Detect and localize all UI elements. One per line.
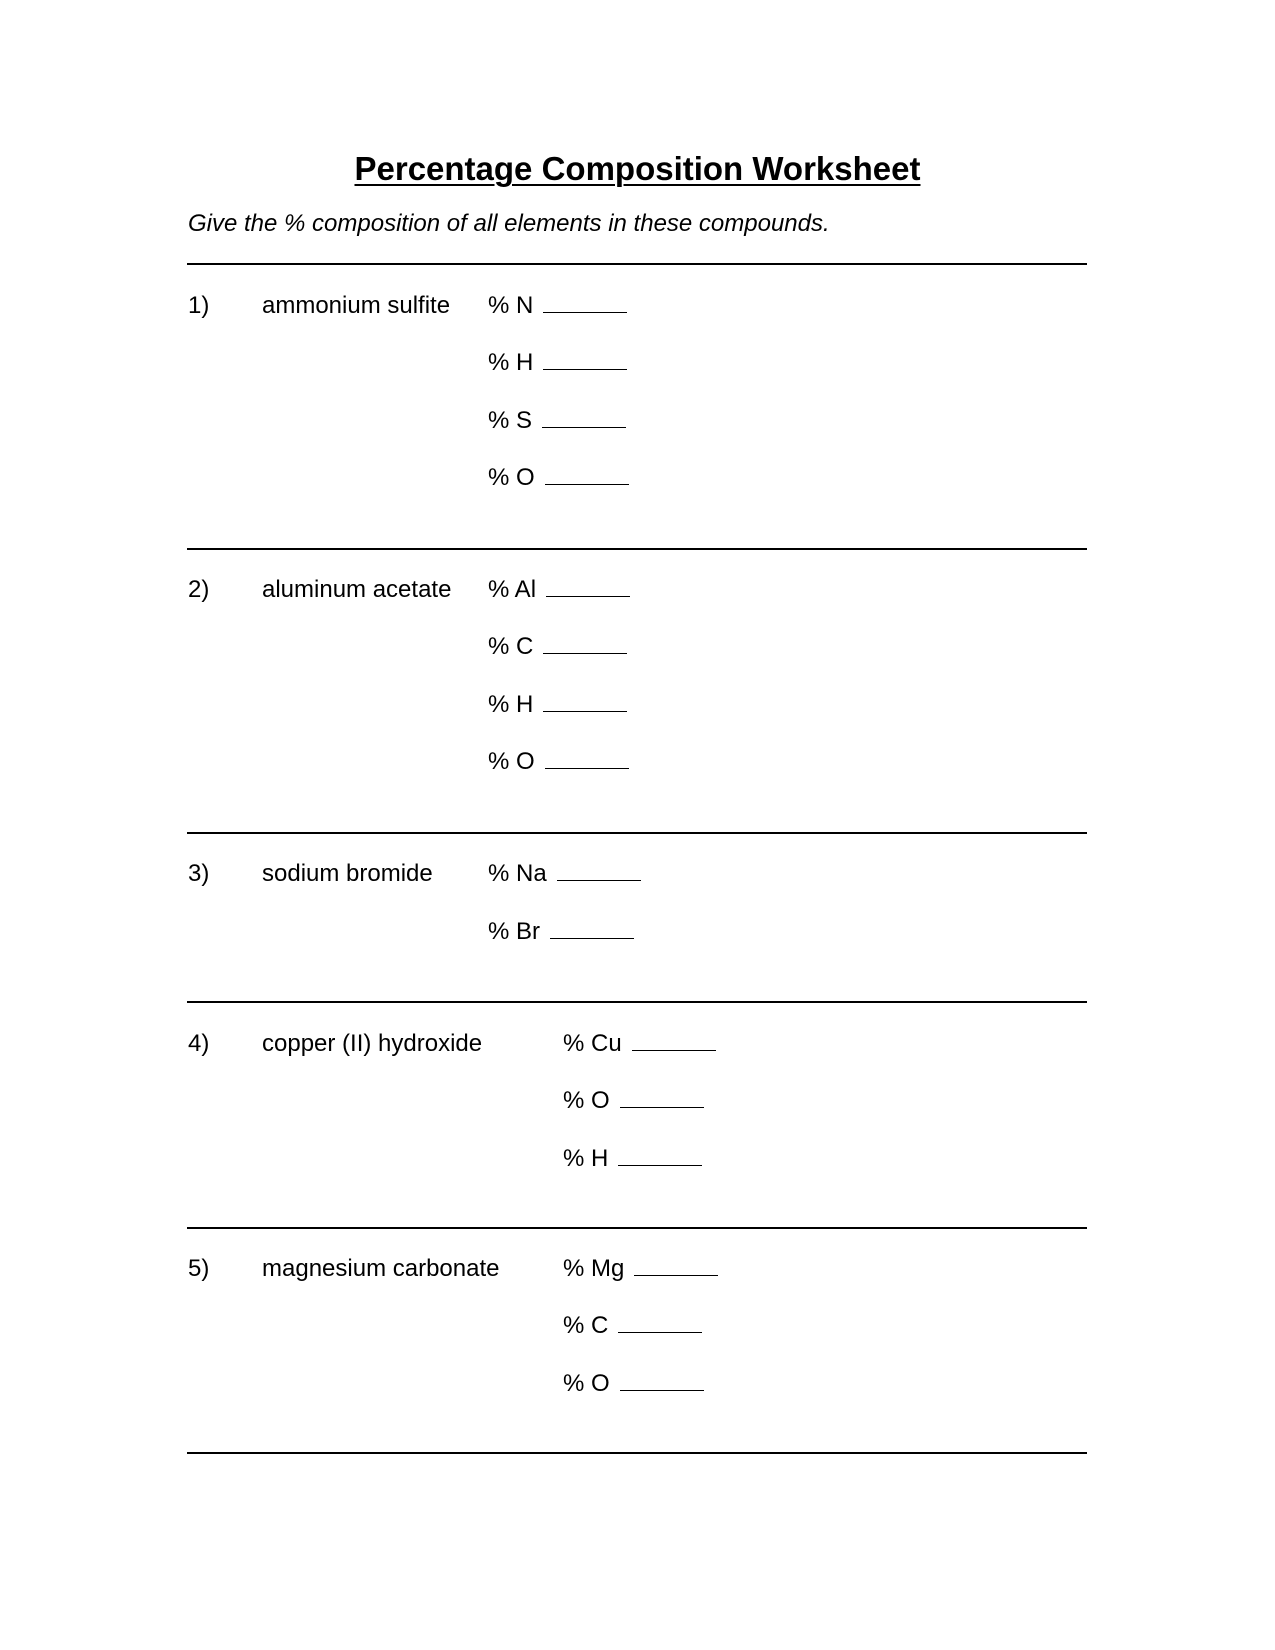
answer-blank[interactable] (618, 1145, 702, 1166)
page-title: Percentage Composition Worksheet (354, 150, 921, 187)
element-answer (488, 633, 627, 661)
answer-blank[interactable] (545, 748, 629, 769)
element-answer (563, 1370, 704, 1398)
answer-blank[interactable] (557, 860, 641, 881)
element-label: % S (488, 407, 533, 434)
divider-line (187, 832, 1087, 834)
problem-number: 4) (188, 1030, 210, 1057)
divider-line (187, 548, 1087, 550)
element-answer (563, 1145, 702, 1173)
compound-name: aluminum acetate (262, 576, 452, 603)
element-answer (488, 918, 634, 946)
element-label: % C (488, 633, 534, 660)
problem-number: 1) (188, 292, 210, 319)
element-label: % Al (488, 576, 537, 603)
element-label: % H (563, 1145, 609, 1172)
problem-number: 3) (188, 860, 210, 887)
answer-blank[interactable] (543, 691, 627, 712)
compound-name: copper (II) hydroxide (262, 1030, 483, 1057)
element-answer (563, 1312, 702, 1340)
answer-blank[interactable] (634, 1255, 718, 1276)
answer-blank[interactable] (545, 464, 629, 485)
element-answer (488, 407, 626, 435)
element-label: % O (563, 1370, 610, 1397)
problem-number: 5) (188, 1255, 210, 1282)
element-answer (488, 464, 629, 492)
answer-blank[interactable] (550, 918, 634, 939)
divider-line (187, 1227, 1087, 1229)
answer-blank[interactable] (620, 1370, 704, 1391)
element-answer (488, 349, 627, 377)
answer-blank[interactable] (620, 1087, 704, 1108)
element-answer (563, 1255, 718, 1283)
element-label: % O (488, 464, 535, 491)
divider-line (187, 1452, 1087, 1454)
answer-blank[interactable] (543, 349, 627, 370)
element-answer (563, 1030, 716, 1058)
element-answer (488, 860, 641, 888)
answer-blank[interactable] (632, 1030, 716, 1051)
element-label: % O (563, 1087, 610, 1114)
element-answer (488, 292, 627, 320)
problem-number: 2) (188, 576, 210, 603)
compound-name: ammonium sulfite (262, 292, 451, 319)
answer-blank[interactable] (543, 292, 627, 313)
element-label: % O (488, 748, 535, 775)
compound-name: sodium bromide (262, 860, 433, 887)
divider-line (187, 1001, 1087, 1003)
answer-blank[interactable] (618, 1312, 702, 1333)
answer-blank[interactable] (543, 633, 627, 654)
compound-name: magnesium carbonate (262, 1255, 500, 1282)
answer-blank[interactable] (542, 407, 626, 428)
element-answer (488, 748, 629, 776)
answer-blank[interactable] (546, 576, 630, 597)
element-answer (563, 1087, 704, 1115)
element-label: % Cu (563, 1030, 622, 1057)
element-label: % Na (488, 860, 547, 887)
divider-line (187, 263, 1087, 265)
element-label: % H (488, 691, 534, 718)
element-label: % H (488, 349, 534, 376)
element-label: % Br (488, 918, 541, 945)
element-label: % N (488, 292, 534, 319)
element-label: % C (563, 1312, 609, 1339)
element-answer (488, 691, 627, 719)
element-answer (488, 576, 630, 604)
instructions: Give the % composition of all elements in these compounds. (188, 210, 830, 237)
element-label: % Mg (563, 1255, 625, 1282)
